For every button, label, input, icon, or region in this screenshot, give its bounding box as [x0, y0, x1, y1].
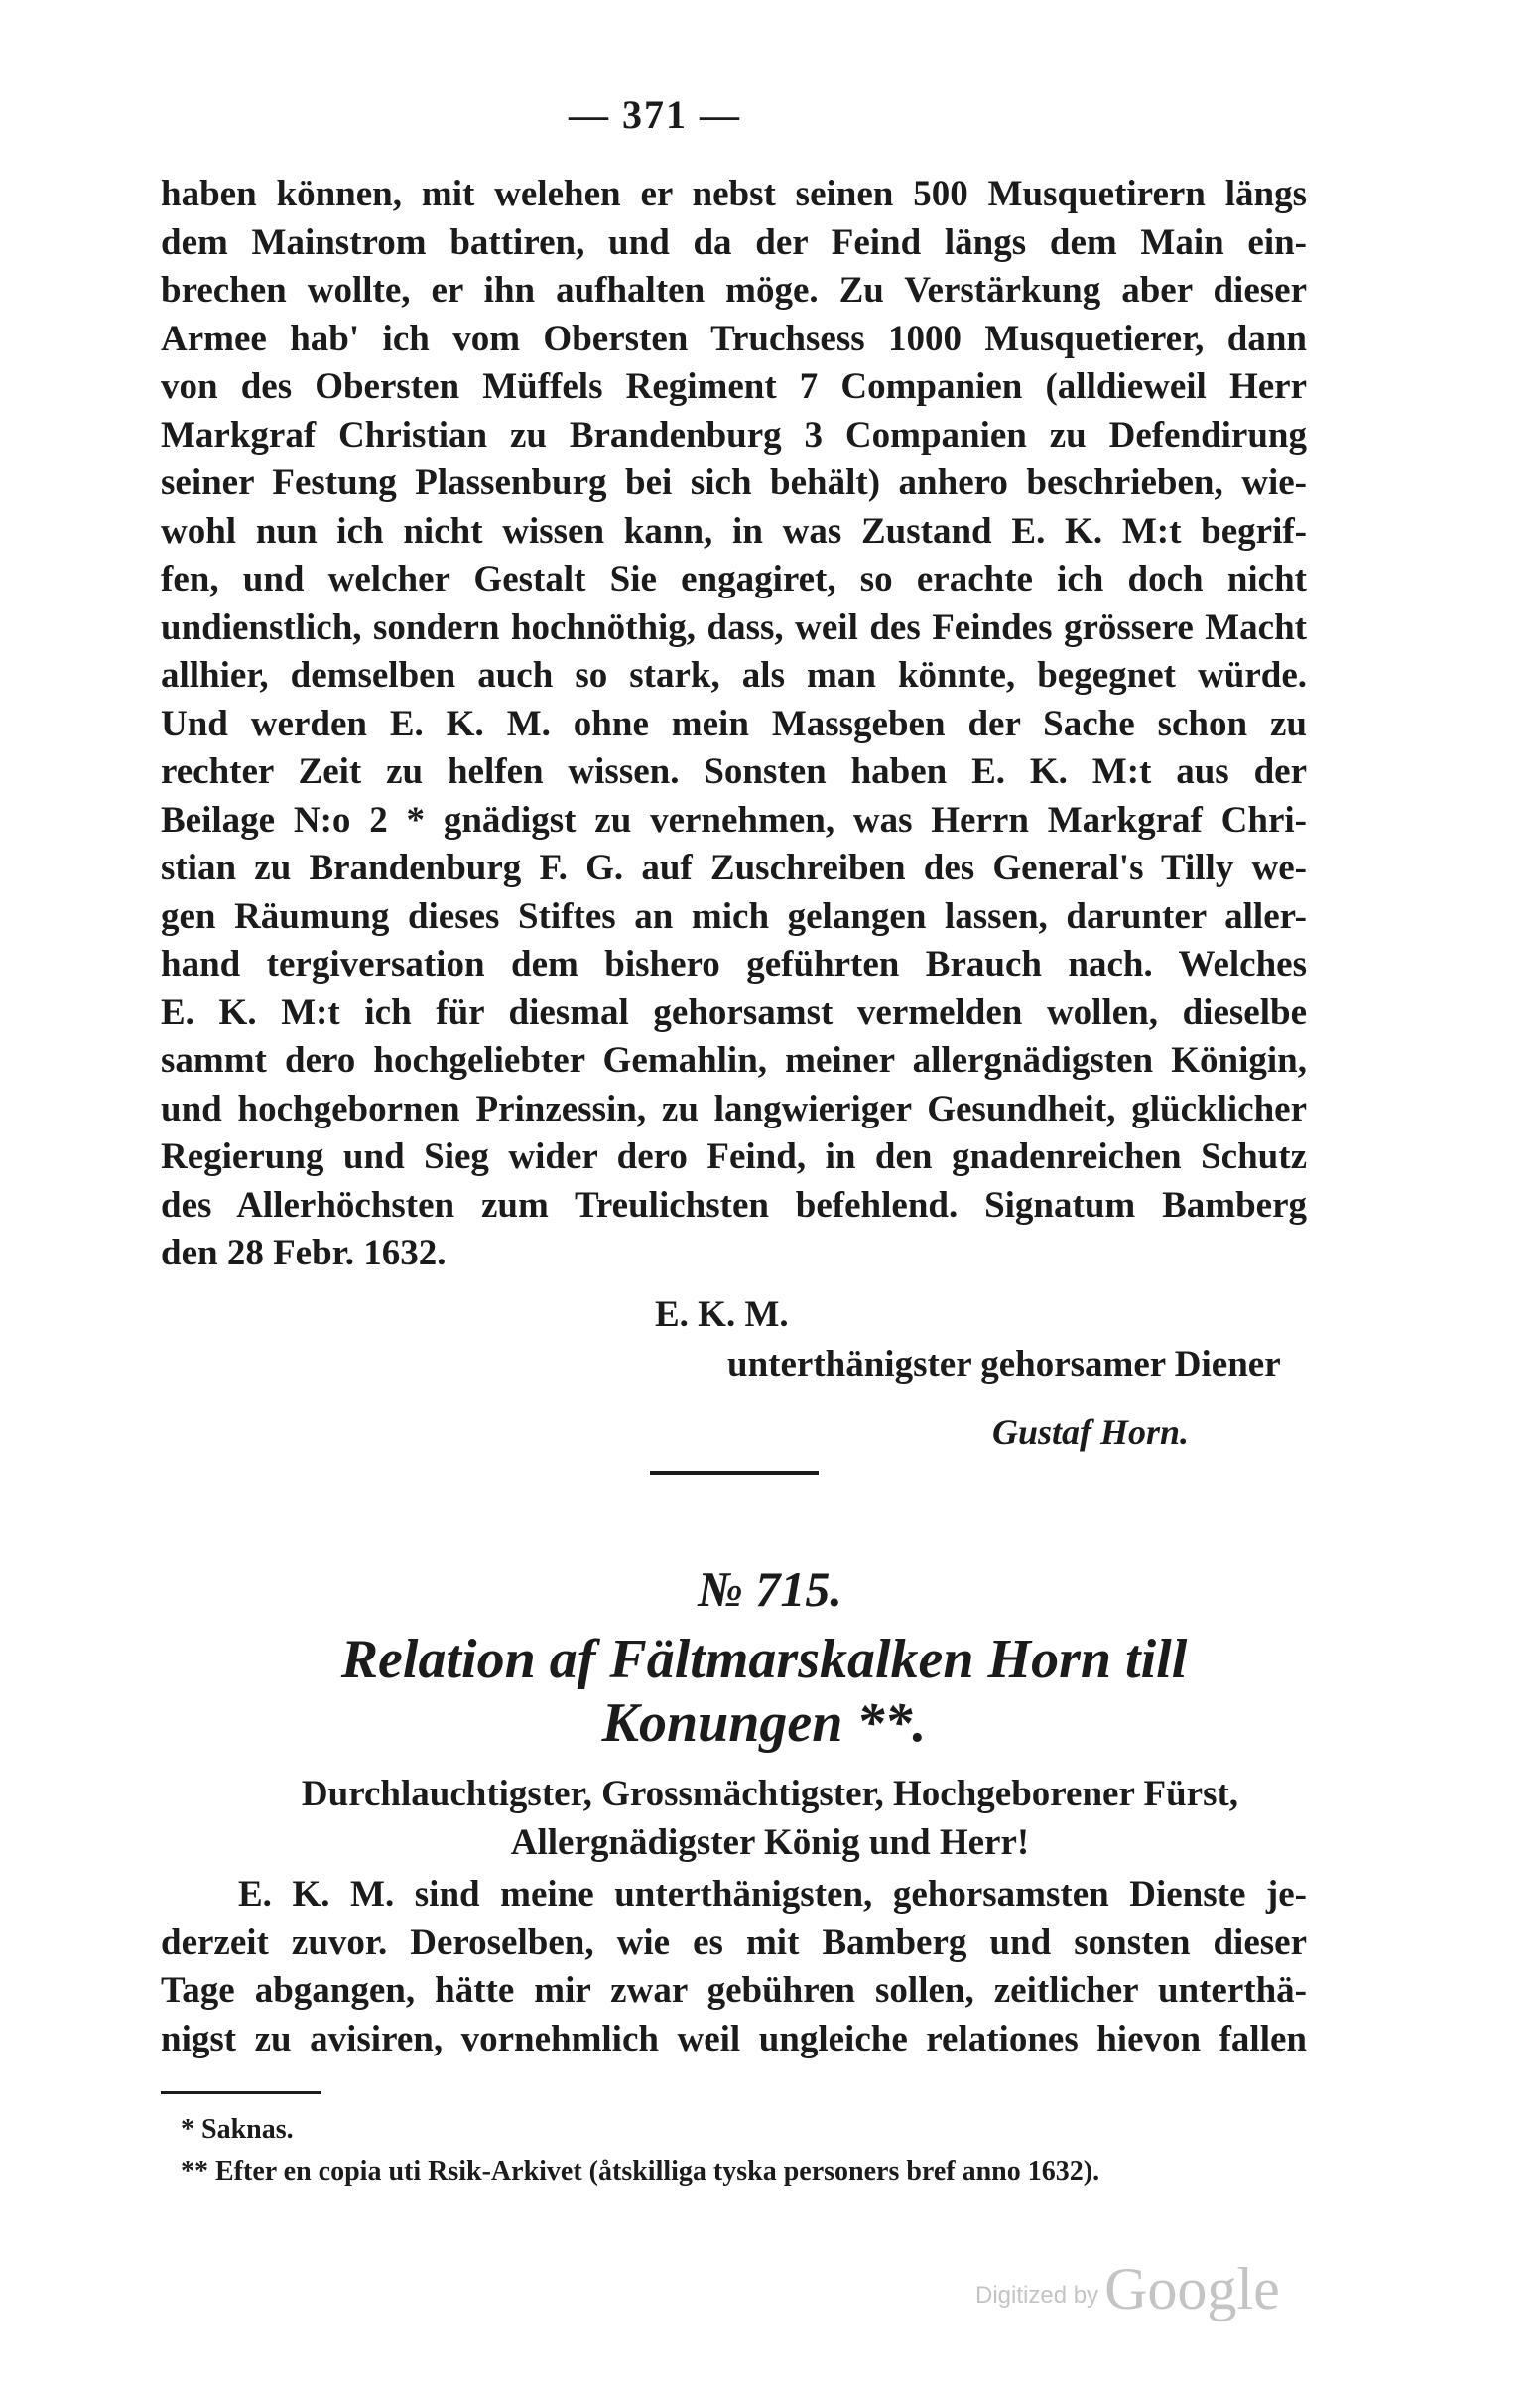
- text-line: brechen wollte, er ihn aufhalten möge. Zu Verstärkung aber dieser: [161, 270, 1307, 311]
- text-line: und hochgebornen Prinzessin, zu langwieriger Gesundheit, glücklicher: [161, 1088, 1307, 1129]
- text-line: den 28 Febr. 1632.: [161, 1233, 447, 1273]
- watermark-brand: Google: [1104, 2256, 1280, 2321]
- text-line: Beilage N:o 2 * gnädigst zu vernehmen, was Herrn Markgraf Chri-: [161, 799, 1307, 841]
- text-line: sammt dero hochgeliebter Gemahlin, meiner allergnädigsten Königin,: [161, 1040, 1307, 1081]
- text-line: E. K. M. sind meine unterthänigsten, gehorsamsten Dienste je-: [238, 1874, 1307, 1915]
- text-line: des Allerhöchsten zum Treulichsten befehlend. Signatum Bamberg: [161, 1184, 1307, 1226]
- text-line: rechter Zeit zu helfen wissen. Sonsten haben E. K. M:t aus der: [161, 751, 1307, 792]
- text-line: Regierung und Sieg wider dero Feind, in den gnadenreichen Schutz: [161, 1136, 1307, 1177]
- text-line: E. K. M:t ich für diesmal gehorsamst vermelden wollen, dieselbe: [161, 992, 1307, 1033]
- document-title-line: Konungen **.: [601, 1692, 927, 1754]
- text-line: fen, und welcher Gestalt Sie engagiret, so erachte ich doch nicht: [161, 559, 1307, 599]
- document-title-line: Relation af Fältmarskalken Horn till: [340, 1629, 1188, 1690]
- text-line: Und werden E. K. M. ohne mein Massgeben der Sache schon zu: [161, 703, 1307, 744]
- section-divider: [650, 1471, 819, 1475]
- text-line: stian zu Brandenburg F. G. auf Zuschreiben des General's Tilly we-: [161, 848, 1307, 888]
- text-line: hand tergiversation dem bishero geführten Brauch nach. Welches: [161, 944, 1307, 985]
- text-line: nigst zu avisiren, vornehmlich weil ungleiche relationes hievon fallen: [161, 2018, 1307, 2059]
- text-line: Tage abgangen, hätte mir zwar gebühren sollen, zeitlicher unterthä-: [161, 1970, 1307, 2011]
- page-number: — 371 —: [569, 92, 741, 137]
- address-line: Durchlauchtigster, Grossmächtigster, Hochgeborener Fürst,: [301, 1774, 1239, 1814]
- footnote: ** Efter en copia uti Rsik-Arkivet (åtskilliga tyska personers bref anno 1632).: [181, 2156, 1100, 2187]
- document-title: [139, 1628, 1389, 1755]
- text-line: derzeit zuvor. Deroselben, wie es mit Bamberg und sonsten dieser: [161, 1922, 1307, 1963]
- text-line: dem Mainstrom battiren, und da der Feind längs dem Main ein-: [161, 221, 1307, 263]
- text-line: seiner Festung Plassenburg bei sich behält) anhero beschrieben, wie-: [161, 463, 1307, 503]
- closing-address: E. K. M.: [655, 1294, 789, 1335]
- text-line: haben können, mit welehen er nebst seinen 500 Musquetirern längs: [161, 174, 1307, 214]
- text-line: gen Räumung dieses Stiftes an mich gelangen lassen, darunter aller-: [161, 895, 1307, 937]
- closing-servant: unterthänigster gehorsamer Diener: [727, 1344, 1281, 1385]
- footnote: * Saknas.: [181, 2114, 294, 2145]
- letter-body: [161, 1871, 1307, 2063]
- letter-body-continued: [161, 171, 1307, 1278]
- footnote-divider: [161, 2091, 321, 2094]
- watermark-prefix: Digitized by: [975, 2282, 1099, 2309]
- text-line: undienstlich, sondern hochnöthig, dass, weil des Feindes grössere Macht: [161, 606, 1307, 648]
- text-line: wohl nun ich nicht wissen kann, in was Zustand E. K. M:t begrif-: [161, 510, 1307, 552]
- text-line: Markgraf Christian zu Brandenburg 3 Companien zu Defendirung: [161, 414, 1307, 456]
- document-number: № 715.: [698, 1561, 842, 1617]
- digitized-watermark: [975, 2255, 1280, 2323]
- text-line: von des Obersten Müffels Regiment 7 Companien (alldieweil Herr: [161, 366, 1307, 407]
- text-line: allhier, demselben auch so stark, als man könnte, begegnet würde.: [161, 655, 1307, 696]
- address-line: Allergnädigster König und Herr!: [510, 1822, 1030, 1863]
- signature: Gustaf Horn.: [992, 1412, 1190, 1452]
- text-line: Armee hab' ich vom Obersten Truchsess 1000 Musquetierer, dann: [161, 318, 1307, 359]
